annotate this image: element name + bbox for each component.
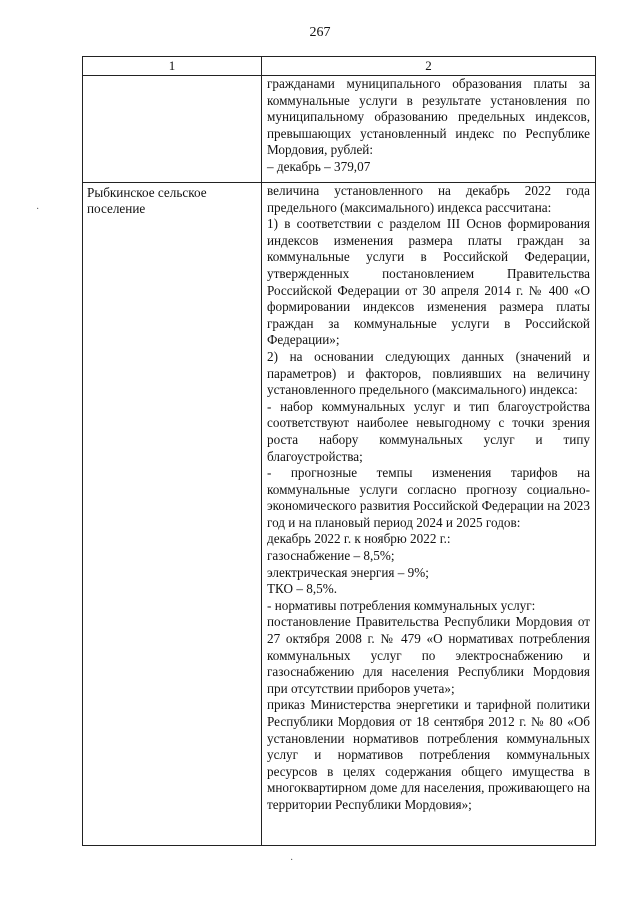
paragraph: - набор коммунальных услуг и тип благоустройства соответствуют наиболее невыгодному с точки зрения роста набору коммунальных услуг и типу благоустройства;: [267, 398, 590, 464]
page-number: 267: [309, 25, 331, 40]
paragraph: 1) в соответствии с разделом III Основ формирования индексов изменения размера платы граждан за коммунальные услуги в Российской Федерации, утвержденных постановлением Правительства Российской Федерации от 30 апреля 2014 г. № 400 «О формировании индексов изменения размера платы граждан за коммунальные услуги в Российской Федерации»;: [267, 216, 590, 348]
municipality-cell: Рыбкинское сельское поселение: [83, 183, 262, 845]
paragraph: – декабрь – 379,07: [267, 158, 371, 174]
paragraph: приказ Министерства энергетики и тарифной политики Республики Мордовия от 18 сентября 2012 г. № 80 «Об установлении нормативов потребления коммунальных услуг и нормативов потребления коммунальных ресурсов в целях содержания общего имущества в многоквартирном доме для населения, проживающего на территории Республики Мордовия»;: [267, 697, 590, 812]
table-row: [83, 76, 595, 182]
table-header-row: [83, 57, 595, 76]
description-cell: [262, 183, 595, 845]
paragraph: - нормативы потребления коммунальных услуг:: [267, 597, 536, 613]
column-header-1: 1: [83, 57, 262, 75]
paragraph: декабрь 2022 г. к ноябрю 2022 г.:: [267, 531, 451, 547]
municipality-cell: [83, 76, 262, 182]
paragraph: 2) на основании следующих данных (значений и параметров) и факторов, повлиявших на величину установленного предельного (максимального) индекса:: [267, 348, 590, 398]
description-cell: [262, 76, 595, 182]
paragraph: - прогнозные темпы изменения тарифов на коммунальные услуги согласно прогнозу социально-экономического развития Российской Федерации на 2023 год и на плановый период 2024 и 2025 годов:: [267, 465, 590, 530]
scan-speck: ·: [290, 855, 294, 866]
table-row: [83, 182, 595, 845]
column-header-2: 2: [425, 58, 432, 73]
paragraph: электрическая энергия – 9%;: [267, 564, 429, 580]
paragraph: ТКО – 8,5%.: [267, 581, 338, 597]
paragraph: гражданами муниципального образования платы за коммунальные услуги в результате установления по муниципальному образованию предельных индексов, превышающих установленный индекс по Республике Мордовия, рублей:: [267, 76, 590, 158]
paragraph: величина установленного на декабрь 2022 года предельного (максимального) индекса рассчитана:: [267, 183, 590, 215]
scan-speck: ·: [36, 204, 40, 215]
paragraph: газоснабжение – 8,5%;: [267, 548, 395, 564]
data-table: [82, 56, 596, 846]
paragraph: постановление Правительства Республики Мордовия от 27 октября 2008 г. № 479 «О нормативах потребления коммунальных услуг по электроснабжению и газоснабжению для населения Республики Мордовия при отсутствии приборов учета»;: [267, 614, 590, 696]
